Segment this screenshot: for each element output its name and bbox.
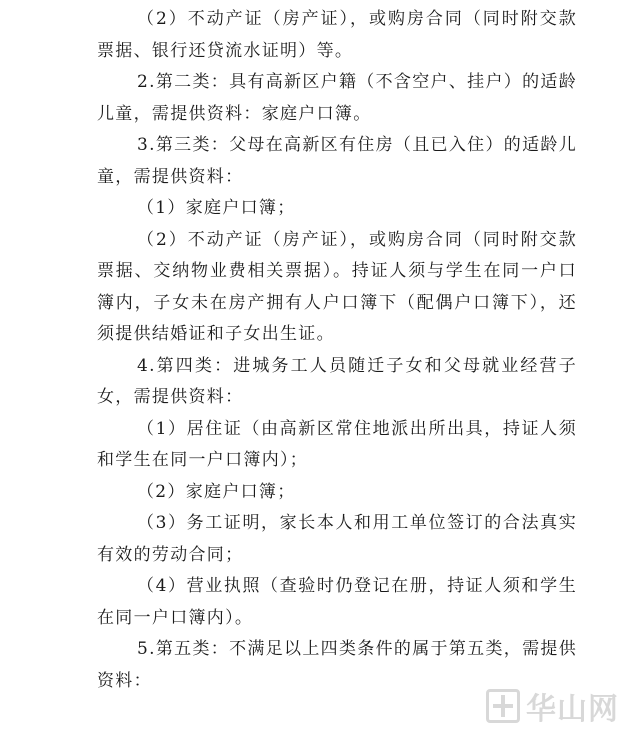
paragraph: （1）家庭户口簿； (137, 198, 296, 218)
watermark-text: 华山网 (526, 692, 619, 727)
paragraph: （1）居住证（由高新区常住地派出所出具，持证人须和学生在同一户口簿内）； (97, 418, 577, 470)
paragraph: （3）务工证明，家长本人和用工单位签订的合法真实有效的劳动合同； (97, 513, 577, 565)
huashan-logo-icon (486, 689, 520, 723)
watermark (486, 684, 619, 728)
paragraph: 3.第三类：父母在高新区有住房（且已入住）的适龄儿童，需提供资料： (97, 135, 577, 187)
paragraph: 5.第五类：不满足以上四类条件的属于第五类，需提供资料： (97, 639, 577, 691)
paragraph: 4.第四类：进城务工人员随迁子女和父母就业经营子女，需提供资料： (97, 355, 577, 407)
paragraph: （2）家庭户口簿； (137, 481, 296, 502)
paragraph: （2）不动产证（房产证），或购房合同（同时附交款票据、银行还贷流水证明）等。 (97, 9, 577, 61)
paragraph: （2）不动产证（房产证），或购房合同（同时附交款票据、交纳物业费相关票据）。持证人须与学生在同一户口簿内，子女未在房产拥有人户口簿下（配偶户口簿下），还须提供结婚证和子女出生证。 (97, 229, 577, 344)
paragraph: 2.第二类：具有高新区户籍（不含空户、挂户）的适龄儿童，需提供资料：家庭户口簿。 (97, 72, 577, 124)
paragraph: （4）营业执照（查验时仍登记在册，持证人须和学生在同一户口簿内）。 (97, 576, 577, 628)
document-body (0, 4, 637, 697)
